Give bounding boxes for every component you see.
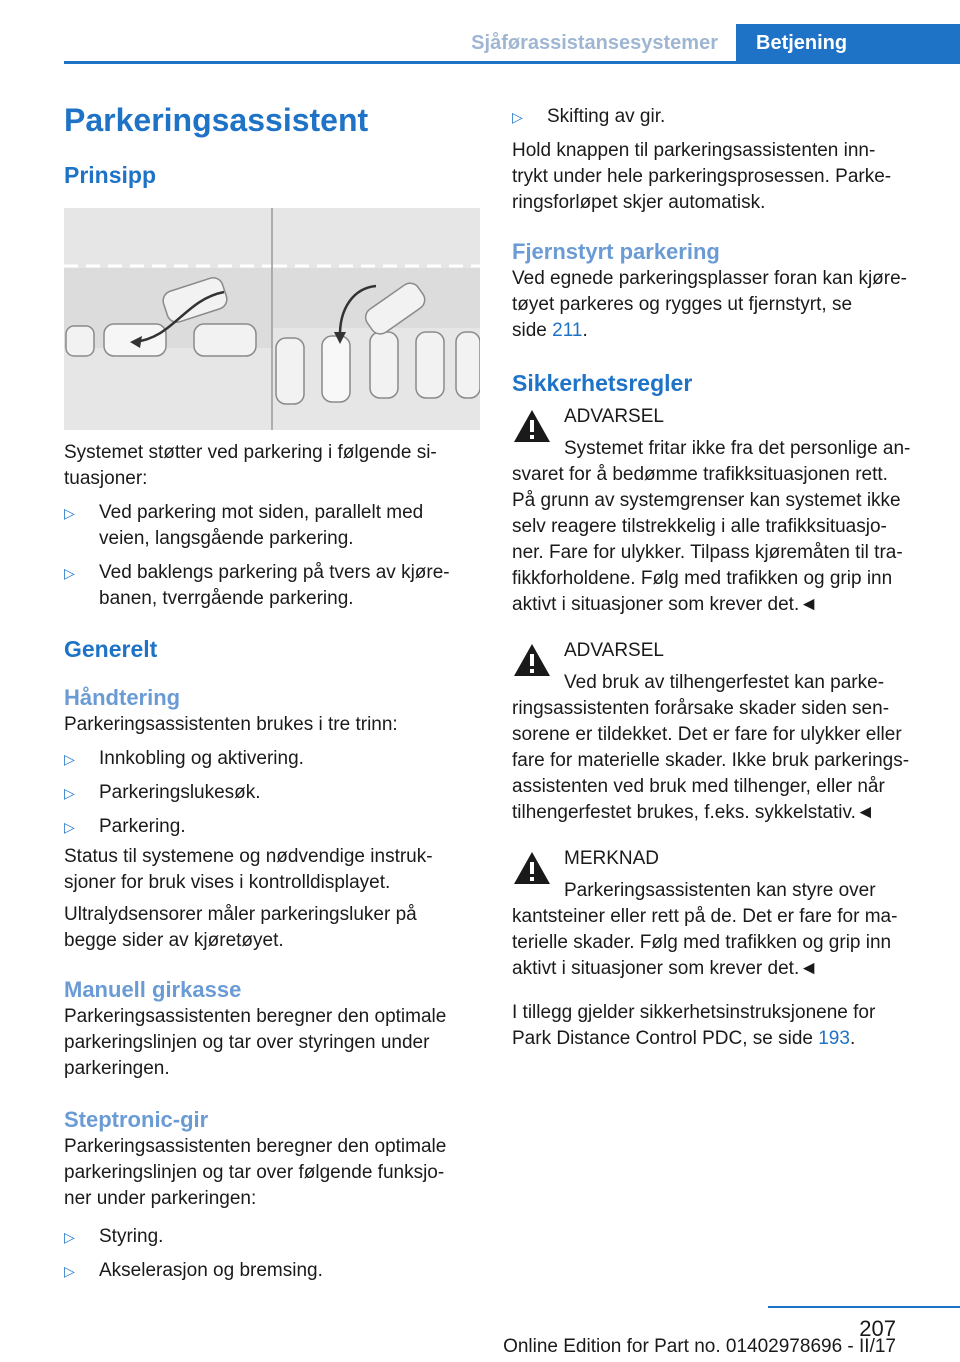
caution-icon xyxy=(512,850,552,886)
warning-line: selv reagere tilstrekkelig i alle trafikksituasjo- xyxy=(512,516,887,537)
parking-illustration xyxy=(64,208,480,430)
bullet-triangle-icon: ▷ xyxy=(64,819,75,835)
pdc-text xyxy=(512,1000,928,1052)
section-tab[interactable]: Sjåførassistansesystemer xyxy=(453,24,736,62)
warning-icon xyxy=(512,642,552,678)
pdc-suffix: . xyxy=(849,1028,856,1049)
list-item xyxy=(512,104,928,130)
fjern-side-suffix: . xyxy=(582,320,588,341)
hold-text xyxy=(512,138,928,216)
manuell-line: parkeringslinjen og tar over styringen under xyxy=(64,1032,430,1053)
manuell-line: parkeringen. xyxy=(64,1058,170,1079)
warning-heading: ADVARSEL xyxy=(564,406,664,427)
pdc-line: I tillegg gjelder sikkerhetsinstruksjonene for xyxy=(512,1002,876,1023)
bullet-triangle-icon: ▷ xyxy=(64,1229,75,1245)
page-title: Parkeringsassistent xyxy=(64,102,369,138)
steptronic-line: parkeringslinjen og tar over følgende funksjo- xyxy=(64,1162,445,1183)
note-line: terielle skader. Følg med trafikken og grip inn xyxy=(512,932,892,953)
warning-line: assistenten ved bruk med tilhenger, eller når xyxy=(512,776,885,797)
warning-line: På grunn av systemgrenser kan systemet ikke xyxy=(512,490,901,511)
warning-block-2 xyxy=(512,638,928,826)
bullet-triangle-icon: ▷ xyxy=(64,505,75,521)
bullet-triangle-icon: ▷ xyxy=(512,109,523,125)
warning-body xyxy=(512,436,928,618)
list-item xyxy=(64,1224,480,1250)
warning-line: svaret for å bedømme trafikksituasjonen rett. xyxy=(512,464,888,485)
list-item-text: Akselerasjon og bremsing. xyxy=(99,1260,323,1281)
manuell-text xyxy=(64,1004,480,1082)
intro-line-1: Systemet støtter ved parkering i følgende si- xyxy=(64,442,437,463)
manuell-line: Parkeringsassistenten beregner den optimale xyxy=(64,1006,447,1027)
fjern-text xyxy=(512,266,928,344)
heading-fjernstyrt: Fjernstyrt parkering xyxy=(512,239,720,264)
ultra-line: Ultralydsensorer måler parkeringsluker på xyxy=(64,904,417,925)
page-number: 207 xyxy=(859,1316,896,1341)
warning-icon xyxy=(512,408,552,444)
list-item xyxy=(64,560,480,612)
warning-line: tilhengerfestet brukes, f.eks. sykkelstativ.◄ xyxy=(512,802,875,823)
list-item xyxy=(64,814,480,840)
status-text xyxy=(64,844,480,896)
warning-body xyxy=(512,670,928,826)
warning-line: fare for materielle skader. Ikke bruk parkerings- xyxy=(512,750,910,771)
handtering-text: Parkeringsassistenten brukes i tre trinn: xyxy=(64,714,398,735)
fjern-side-prefix: side xyxy=(512,320,553,341)
ultra-line: begge sider av kjøretøyet. xyxy=(64,930,284,951)
hold-line: trykt under hele parkeringsprosessen. Parke- xyxy=(512,166,892,187)
steptronic-text xyxy=(64,1134,480,1212)
warning-line: Systemet fritar ikke fra det personlige an- xyxy=(564,438,911,459)
list-item-text: Parkering. xyxy=(99,816,186,837)
fjern-line: Ved egnede parkeringsplasser foran kan kjøre- xyxy=(512,268,908,289)
heading-generelt: Generelt xyxy=(64,636,158,662)
edition-footer: Online Edition for Part no. 01402978696 - II/17 xyxy=(503,1336,896,1357)
heading-manuell: Manuell girkasse xyxy=(64,977,242,1002)
list-item-text: Innkobling og aktivering. xyxy=(99,748,304,769)
note-line: aktivt i situasjoner som krever det.◄ xyxy=(512,958,819,979)
warning-line: fikkforholdene. Følg med trafikken og grip inn xyxy=(512,568,893,589)
list-item xyxy=(64,746,480,772)
ultra-text xyxy=(64,902,480,954)
warning-block-1 xyxy=(512,404,928,618)
list-item xyxy=(64,500,480,552)
bullet-triangle-icon: ▷ xyxy=(64,1263,75,1279)
steptronic-line: Parkeringsassistenten beregner den optimale xyxy=(64,1136,447,1157)
list-item-text: Styring. xyxy=(99,1226,164,1247)
intro-text xyxy=(64,440,480,492)
note-body xyxy=(512,878,928,982)
status-line: Status til systemene og nødvendige instruk- xyxy=(64,846,433,867)
note-line: Parkeringsassistenten kan styre over xyxy=(564,880,876,901)
list-item-line: veien, langsgående parkering. xyxy=(99,528,354,549)
fjern-line: tøyet parkeres og rygges ut fjernstyrt, se xyxy=(512,294,853,315)
footer-rule xyxy=(768,1306,960,1308)
note-heading: MERKNAD xyxy=(564,848,660,869)
list-item-line: Ved baklengs parkering på tvers av kjøre- xyxy=(99,562,450,583)
note-line: kantsteiner eller rett på de. Det er fare for ma- xyxy=(512,906,898,927)
warning-line: Ved bruk av tilhengerfestet kan parke- xyxy=(564,672,885,693)
page-link-211[interactable]: 211 xyxy=(552,320,583,341)
bullet-triangle-icon: ▷ xyxy=(64,751,75,767)
list-item-text: Skifting av gir. xyxy=(547,106,666,127)
hold-line: Hold knappen til parkeringsassistenten inn- xyxy=(512,140,876,161)
left-column xyxy=(64,96,480,1284)
list-item-text: Parkeringslukesøk. xyxy=(99,782,261,803)
bullet-triangle-icon: ▷ xyxy=(64,565,75,581)
header-rule xyxy=(64,61,960,64)
parking-diagram xyxy=(64,208,480,430)
note-block xyxy=(512,846,928,982)
warning-line: ringsassistenten forårsake skader siden sen- xyxy=(512,698,890,719)
list-item-line: banen, tverrgående parkering. xyxy=(99,588,354,609)
warning-heading: ADVARSEL xyxy=(564,640,664,661)
status-line: sjoner for bruk vises i kontrolldisplayet. xyxy=(64,872,391,893)
intro-line-2: tuasjoner: xyxy=(64,468,148,489)
pdc-line-prefix: Park Distance Control PDC, se side xyxy=(512,1028,819,1049)
chapter-tab[interactable]: Betjening xyxy=(736,24,960,62)
page-link-193[interactable]: 193 xyxy=(818,1028,850,1049)
list-item xyxy=(64,780,480,806)
steptronic-line: ner under parkeringen: xyxy=(64,1188,257,1209)
heading-steptronic: Steptronic-gir xyxy=(64,1107,209,1132)
warning-line: aktivt i situasjoner som krever det.◄ xyxy=(512,594,819,615)
hold-line: ringsforløpet skjer automatisk. xyxy=(512,192,766,213)
heading-handtering: Håndtering xyxy=(64,685,181,710)
list-item xyxy=(64,1258,480,1284)
bullet-triangle-icon: ▷ xyxy=(64,785,75,801)
right-column xyxy=(512,104,928,1052)
heading-prinsipp: Prinsipp xyxy=(64,162,157,188)
list-item-line: Ved parkering mot siden, parallelt med xyxy=(99,502,424,523)
heading-sikkerhet: Sikkerhetsregler xyxy=(512,370,693,396)
warning-line: ner. Fare for ulykker. Tilpass kjøremåten til tra- xyxy=(512,542,903,563)
header-tabs xyxy=(453,24,960,62)
warning-line: sorene er tildekket. Det er fare for ulykker eller xyxy=(512,724,902,745)
